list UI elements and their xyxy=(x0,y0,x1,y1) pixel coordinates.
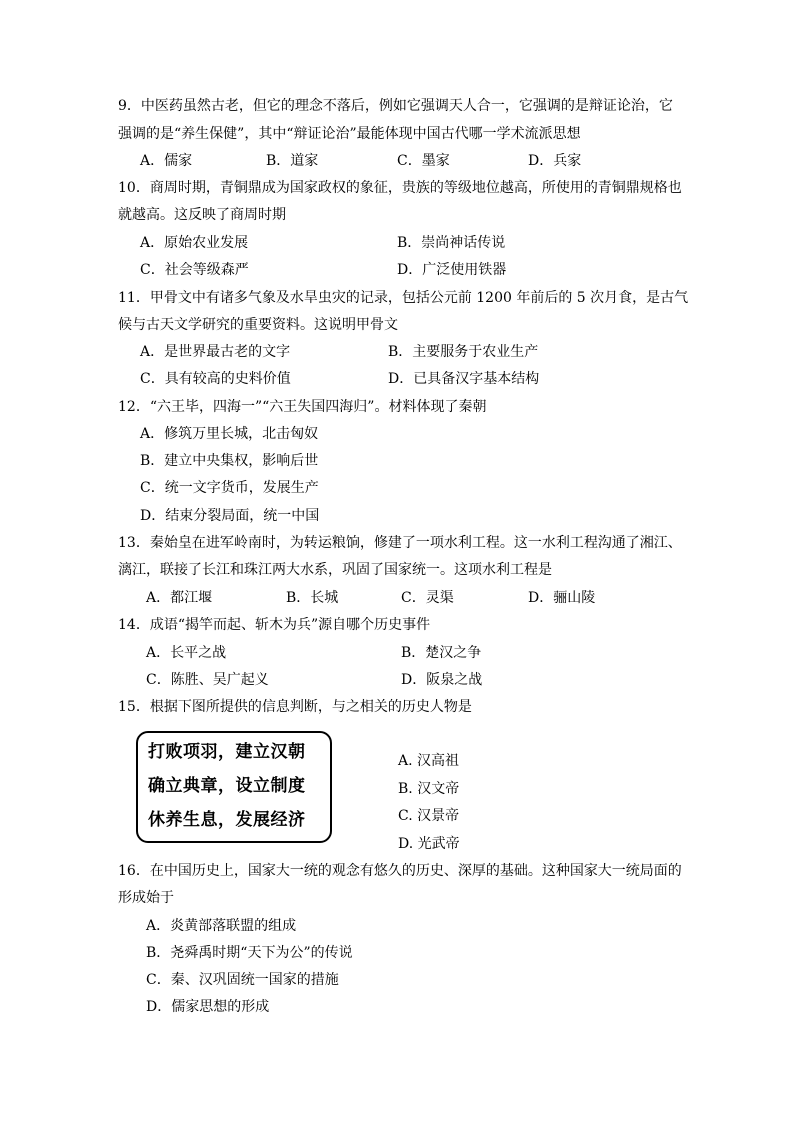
question-10-text-line-1: 10．商周时期，青铜鼎成为国家政权的象征，贵族的等级地位越高，所使用的青铜鼎规格也 xyxy=(118,180,682,196)
question-9-option-a: A．儒家 xyxy=(140,153,193,169)
question-9-option-b: B．道家 xyxy=(266,153,319,169)
question-16-option-b: B．尧舜禹时期“天下为公”的传说 xyxy=(146,945,353,961)
question-15-option-d: D. 光武帝 xyxy=(398,836,460,852)
question-13-text-line-1: 13．秦始皇在进军岭南时，为转运粮饷，修建了一项水利工程。这一水利工程沟通了湘江、 xyxy=(118,535,682,551)
question-10-option-c: C．社会等级森严 xyxy=(140,262,249,278)
info-box-line-1: 打败项羽，建立汉朝 xyxy=(148,742,306,762)
question-16-option-a: A．炎黄部落联盟的组成 xyxy=(146,918,297,934)
question-9-text-line-2: 强调的是“养生保健”，其中“辩证论治”最能体现中国古代哪一学术流派思想 xyxy=(118,126,581,142)
question-13-option-b: B．长城 xyxy=(286,590,339,606)
info-box-line-3: 休养生息，发展经济 xyxy=(148,810,306,830)
question-16-text-line-1: 16．在中国历史上，国家大一统的观念有悠久的历史、深厚的基础。这种国家大一统局面的 xyxy=(118,863,682,879)
question-16-text-line-2: 形成始于 xyxy=(118,890,174,906)
question-12-option-b: B．建立中央集权，影响后世 xyxy=(140,453,319,469)
question-14-option-b: B．楚汉之争 xyxy=(401,645,482,661)
question-14-option-c: C．陈胜、吴广起义 xyxy=(146,672,269,688)
question-14-text-line-1: 14．成语“揭竿而起、斩木为兵”源自哪个历史事件 xyxy=(118,617,431,633)
question-14-option-d: D．阪泉之战 xyxy=(401,672,483,688)
question-9-option-d: D．兵家 xyxy=(528,153,582,169)
question-10-text-line-2: 就越高。这反映了商周时期 xyxy=(118,207,286,223)
question-11-text-line-1: 11．甲骨文中有诸多气象及水旱虫灾的记录，包括公元前 1200 年前后的 5 次月食，是古气 xyxy=(118,290,689,306)
question-11-option-d: D．已具备汉字基本结构 xyxy=(388,371,540,387)
question-11-option-a: A．是世界最古老的文字 xyxy=(140,344,291,360)
question-13-option-d: D．骊山陵 xyxy=(528,590,596,606)
question-13-text-line-2: 漓江，联接了长江和珠江两大水系，巩固了国家统一。这项水利工程是 xyxy=(118,562,552,578)
question-10-option-a: A．原始农业发展 xyxy=(140,235,249,251)
question-15-option-a: A. 汉高祖 xyxy=(398,753,460,769)
question-15-text-line-1: 15．根据下图所提供的信息判断，与之相关的历史人物是 xyxy=(118,699,472,715)
question-12-option-d: D．结束分裂局面，统一中国 xyxy=(140,508,320,524)
question-12-text-line-1: 12．“六王毕，四海一”“六王失国四海归”。材料体现了秦朝 xyxy=(118,399,487,415)
question-16-option-d: D．儒家思想的形成 xyxy=(146,999,270,1015)
question-16-option-c: C．秦、汉巩固统一国家的措施 xyxy=(146,972,339,988)
question-11-option-b: B．主要服务于农业生产 xyxy=(388,344,539,360)
question-11-option-c: C．具有较高的史料价值 xyxy=(140,371,291,387)
question-15-option-c: C. 汉景帝 xyxy=(398,808,460,824)
question-12-option-a: A．修筑万里长城，北击匈奴 xyxy=(140,426,319,442)
question-14-option-a: A．长平之战 xyxy=(146,645,227,661)
question-15-info-box xyxy=(136,731,332,843)
question-13-option-c: C．灵渠 xyxy=(401,590,454,606)
question-15-option-b: B. 汉文帝 xyxy=(398,781,460,797)
info-box-line-2: 确立典章，设立制度 xyxy=(148,776,306,796)
question-10-option-d: D．广泛使用铁器 xyxy=(397,262,507,278)
question-13-option-a: A．都江堰 xyxy=(146,590,213,606)
question-10-option-b: B．崇尚神话传说 xyxy=(397,235,506,251)
question-12-option-c: C．统一文字货币，发展生产 xyxy=(140,480,319,496)
question-9-option-c: C．墨家 xyxy=(397,153,450,169)
question-9-text-line-1: 9．中医药虽然古老，但它的理念不落后，例如它强调天人合一，它强调的是辩证论治，它 xyxy=(118,98,673,114)
question-11-text-line-2: 候与古天文学研究的重要资料。这说明甲骨文 xyxy=(118,317,398,333)
